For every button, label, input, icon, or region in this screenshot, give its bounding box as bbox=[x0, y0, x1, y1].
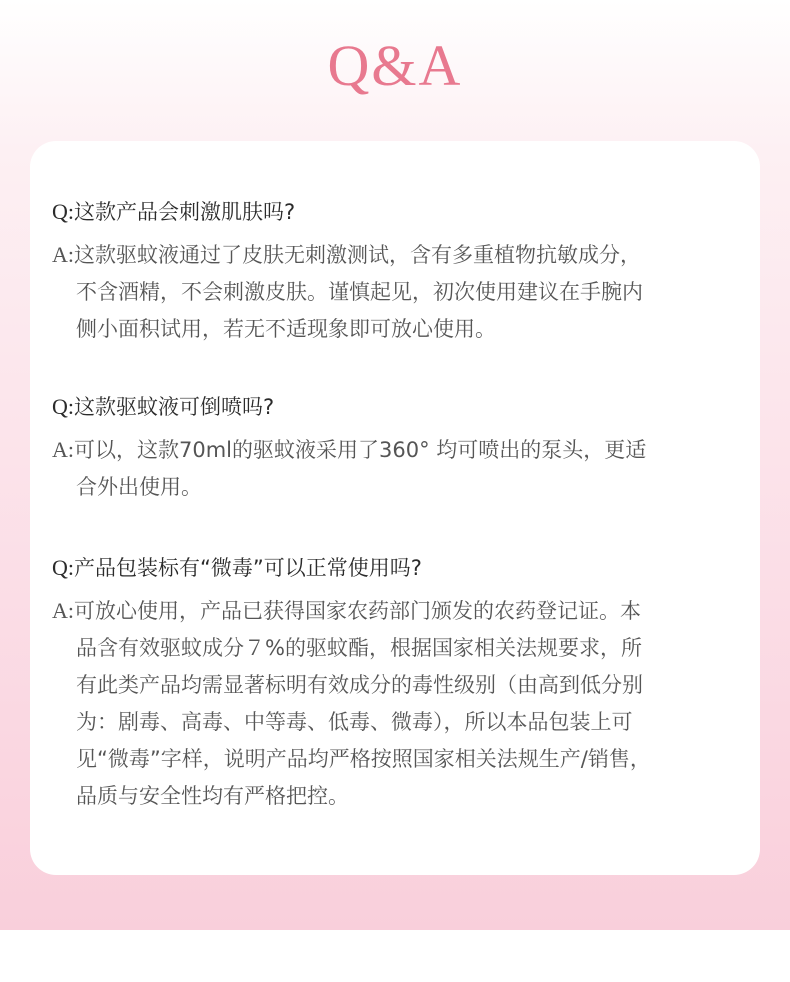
faq-item bbox=[52, 389, 752, 506]
question-text: 产品包装标有“微毒”可以正常使用吗? bbox=[74, 556, 422, 580]
faq-answer bbox=[52, 236, 752, 348]
question-text: 这款产品会刺激肌肤吗? bbox=[74, 200, 296, 224]
page-title: Q&A bbox=[327, 33, 463, 98]
answer-line: 合外出使用。 bbox=[76, 475, 202, 499]
answer-line bbox=[52, 592, 752, 630]
answer-line bbox=[52, 431, 752, 469]
answer-prefix: A: bbox=[52, 437, 74, 462]
faq-answer bbox=[52, 431, 752, 506]
question-prefix: Q: bbox=[52, 199, 74, 224]
answer-text: 可放心使用，产品已获得国家农药部门颁发的农药登记证。本 bbox=[74, 599, 641, 623]
faq-question bbox=[52, 389, 752, 425]
answer-line: 侧小面积试用，若无不适现象即可放心使用。 bbox=[76, 317, 496, 341]
answer-line bbox=[52, 236, 752, 274]
answer-line: 不含酒精，不会刺激皮肤。谨慎起见，初次使用建议在手腕内 bbox=[76, 280, 643, 304]
answer-line: 为：剧毒、高毒、中等毒、低毒、微毒），所以本品包装上可 bbox=[76, 710, 633, 734]
question-prefix: Q: bbox=[52, 394, 74, 419]
question-text: 这款驱蚊液可倒喷吗? bbox=[74, 395, 275, 419]
answer-prefix: A: bbox=[52, 598, 74, 623]
question-prefix: Q: bbox=[52, 555, 74, 580]
faq-answer bbox=[52, 592, 752, 815]
faq-question bbox=[52, 194, 752, 230]
answer-text: 这款驱蚊液通过了皮肤无刺激测试，含有多重植物抗敏成分， bbox=[74, 243, 641, 267]
faq-item bbox=[52, 550, 752, 815]
answer-line: 有此类产品均需显著标明有效成分的毒性级别（由高到低分别 bbox=[76, 673, 643, 697]
faq-item bbox=[52, 194, 752, 348]
answer-line: 见“微毒”字样，说明产品均严格按照国家相关法规生产/销售， bbox=[76, 747, 651, 771]
answer-line: 品含有效驱蚊成分７%的驱蚊酯，根据国家相关法规要求，所 bbox=[76, 636, 642, 660]
answer-text: 可以，这款70ml的驱蚊液采用了360° 均可喷出的泵头，更适 bbox=[74, 438, 647, 462]
answer-prefix: A: bbox=[52, 242, 74, 267]
faq-question bbox=[52, 550, 752, 586]
faq-card bbox=[30, 141, 760, 875]
answer-line: 品质与安全性均有严格把控。 bbox=[76, 784, 349, 808]
